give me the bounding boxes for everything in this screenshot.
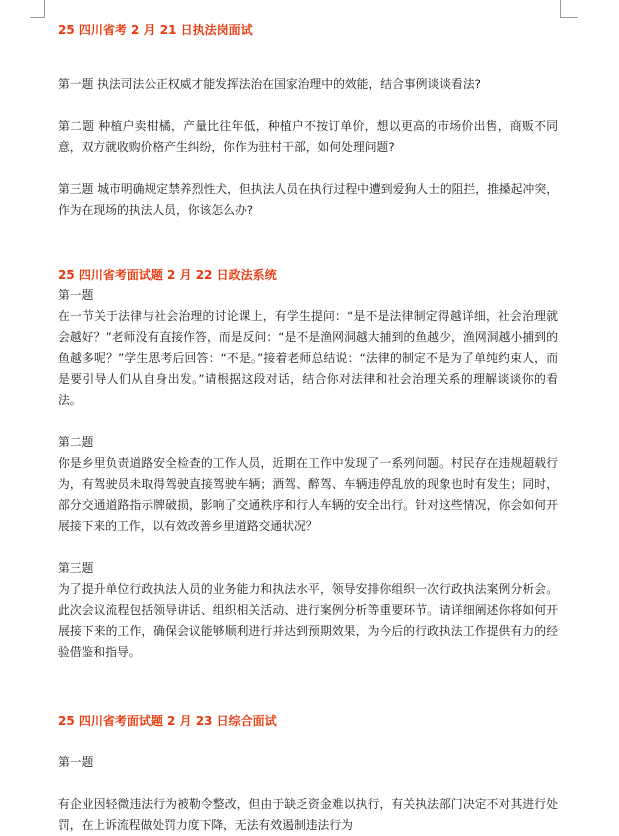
- crop-mark-top-left-horizontal: [30, 17, 45, 18]
- crop-mark-top-right-vertical: [560, 0, 561, 18]
- document-body: [58, 20, 558, 836]
- crop-mark-top-left-vertical: [44, 0, 45, 18]
- section3-question-1-label: 第一题: [58, 755, 94, 769]
- section2-question-3-text: 为了提升单位行政执法人员的业务能力和执法水平，领导安排你组织一次行政执法案例分析会。此次会议流程包括领导讲话、组织相关活动、进行案例分析等重要环节。请详细阐述你将如何开展接下来的工作，确保会议能够顺利进行并达到预期效果，为今后的行政执法工作提供有力的经验借鉴和指导。: [58, 582, 558, 659]
- section2-question-2-label: 第二题: [58, 435, 94, 449]
- section3-heading: 25 四川省考面试题 2 月 23 日综合面试: [58, 714, 277, 728]
- section2-question-1-text: 在一节关于法律与社会治理的讨论课上，有学生提问：“是不是法律制定得越详细，社会治理就会越好？”老师没有直接作答，而是反问：“是不是渔网洞越大捕到的鱼越少，渔网洞越小捕到的鱼越多呢？”学生思考后回答：“不是。”接着老师总结说：“法律的制定不是为了单纯约束人，而是要引导人们从自身出发。”请根据这段对话，结合你对法律和社会治理关系的理解谈谈你的看法。: [58, 309, 558, 407]
- section2-heading: 25 四川省考面试题 2 月 22 日政法系统: [58, 268, 277, 282]
- section1-heading: 25 四川省考 2 月 21 日执法岗面试: [58, 23, 253, 37]
- section1-question-3: 第三题 城市明确规定禁养烈性犬，但执法人员在执行过程中遭到爱狗人士的阻拦，推搡起冲突，作为在现场的执法人员，你该怎么办?: [58, 182, 558, 217]
- section2-question-1-label: 第一题: [58, 288, 94, 302]
- section2-question-2-text: 你是乡里负责道路安全检查的工作人员，近期在工作中发现了一系列问题。村民存在违规超载行为，有驾驶员未取得驾驶直接驾驶车辆；酒驾、醉驾、车辆违停乱放的现象也时有发生；同时，部分交通道路指示牌破损，影响了交通秩序和行人车辆的安全出行。针对这些情况，你会如何开展接下来的工作，以有效改善乡里道路交通状况？: [58, 456, 558, 533]
- section1-question-1: 第一题 执法司法公正权威才能发挥法治在国家治理中的效能，结合事例谈谈看法?: [58, 77, 481, 91]
- section3-question-1-text: 有企业因轻微违法行为被勒令整改，但由于缺乏资金难以执行，有关执法部门决定不对其进行处罚，在上诉流程做处罚力度下降，无法有效遏制违法行为: [58, 797, 558, 832]
- section2-question-3-label: 第三题: [58, 561, 94, 575]
- crop-mark-top-right-horizontal: [560, 17, 578, 18]
- section1-question-2: 第二题 种植户卖柑橘，产量比往年低，种植户不按订单价，想以更高的市场价出售，商贩不同意，双方就收购价格产生纠纷，你作为驻村干部，如何处理问题?: [58, 119, 558, 154]
